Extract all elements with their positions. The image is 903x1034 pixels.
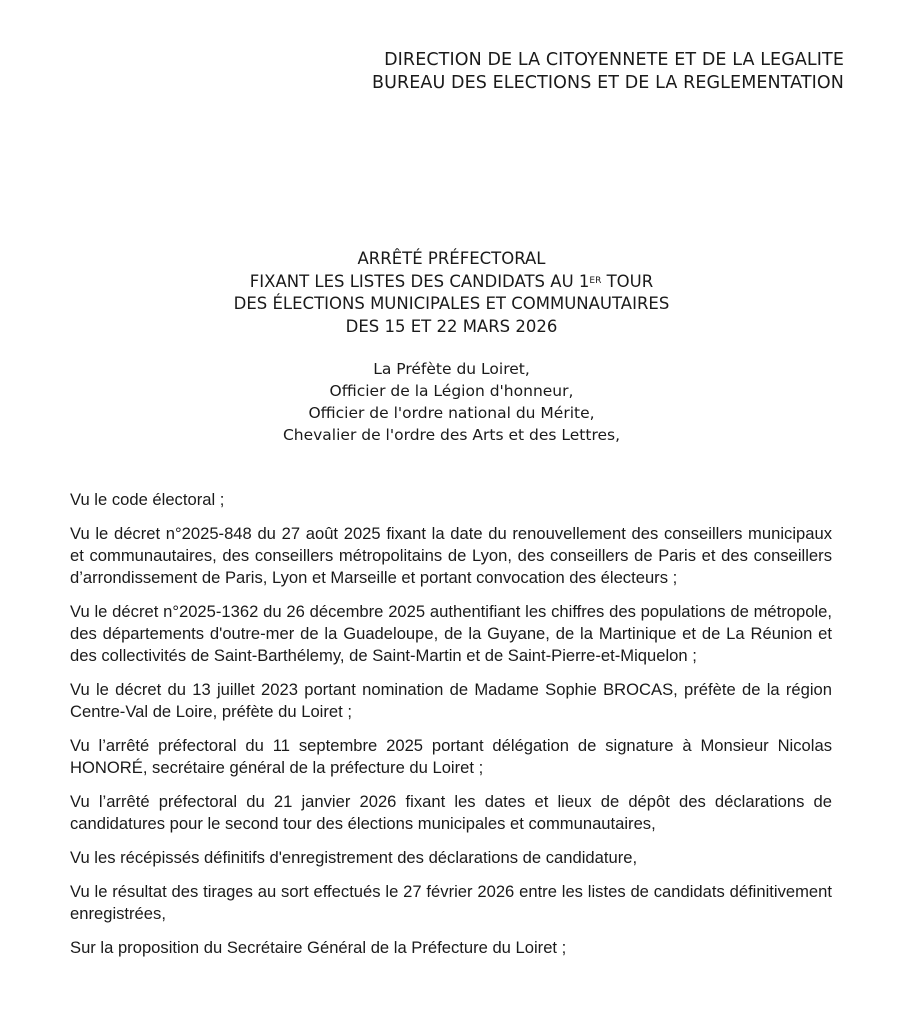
title-line-4: DES 15 ET 22 MARS 2026 — [345, 316, 558, 336]
prefect-line-1: La Préfète du Loiret, — [373, 360, 530, 378]
prefect-line-4: Chevalier de l'ordre des Arts et des Lettres, — [282, 426, 621, 444]
considerations-list — [70, 489, 832, 971]
title-line-3: DES ÉLECTIONS MUNICIPALES ET COMMUNAUTAIRES — [233, 294, 670, 313]
direction-name: DIRECTION DE LA CITOYENNETE ET DE LA LEGALITE — [384, 50, 844, 70]
prefect-titles — [0, 358, 903, 446]
consideration-paragraph: Vu le résultat des tirages au sort effectués le 27 février 2026 entre les listes de candidats définitivement enregistrées, — [70, 882, 832, 923]
document-header — [372, 49, 844, 95]
consideration-paragraph: Vu le décret n°2025-1362 du 26 décembre 2025 authentifiant les chiffres des populations de métropole, des départements d'outre-mer de la Guadeloupe, de la Guyane, de la Martinique et de La Réunion et des collectivités de Saint-Barthélemy, de Saint-Martin et de Saint-Pierre-et-Miquelon ; — [70, 602, 832, 665]
consideration-paragraph: Vu les récépissés définitifs d'enregistrement des déclarations de candidature, — [70, 848, 638, 867]
bureau-name: BUREAU DES ELECTIONS ET DE LA REGLEMENTATION — [371, 73, 844, 93]
prefect-line-2: Officier de la Légion d'honneur, — [329, 382, 574, 400]
consideration-paragraph: Vu l’arrêté préfectoral du 11 septembre 2025 portant délégation de signature à Monsieur Nicolas HONORÉ, secrétaire général de la préfecture du Loiret ; — [70, 736, 832, 777]
title-line-2-text: FIXANT LES LISTES DES CANDIDATS AU 1 — [249, 271, 590, 291]
consideration-paragraph: Vu l’arrêté préfectoral du 21 janvier 2026 fixant les dates et lieux de dépôt des déclarations de candidatures pour le second tour des élections municipales et communautaires, — [70, 792, 832, 833]
consideration-paragraph: Sur la proposition du Secrétaire Général de la Préfecture du Loiret ; — [70, 938, 567, 957]
consideration-paragraph: Vu le code électoral ; — [70, 490, 225, 509]
prefect-line-3: Officier de l'ordre national du Mérite, — [308, 404, 595, 422]
title-line-1: ARRÊTÉ PRÉFECTORAL — [357, 249, 546, 268]
document-title — [0, 248, 903, 338]
title-line-2 — [0, 271, 903, 294]
consideration-paragraph: Vu le décret du 13 juillet 2023 portant nomination de Madame Sophie BROCAS, préfète de la région Centre-Val de Loire, préfète du Loiret ; — [70, 680, 832, 721]
consideration-paragraph: Vu le décret n°2025-848 du 27 août 2025 fixant la date du renouvellement des conseillers municipaux et communautaires, des conseillers métropolitains de Lyon, des conseillers de Paris et des conseillers d’arrondissement de Paris, Lyon et Marseille et portant convocation des électeurs ; — [70, 524, 832, 587]
title-superscript: ER — [589, 275, 602, 286]
title-line-2-suffix: TOUR — [601, 271, 654, 291]
